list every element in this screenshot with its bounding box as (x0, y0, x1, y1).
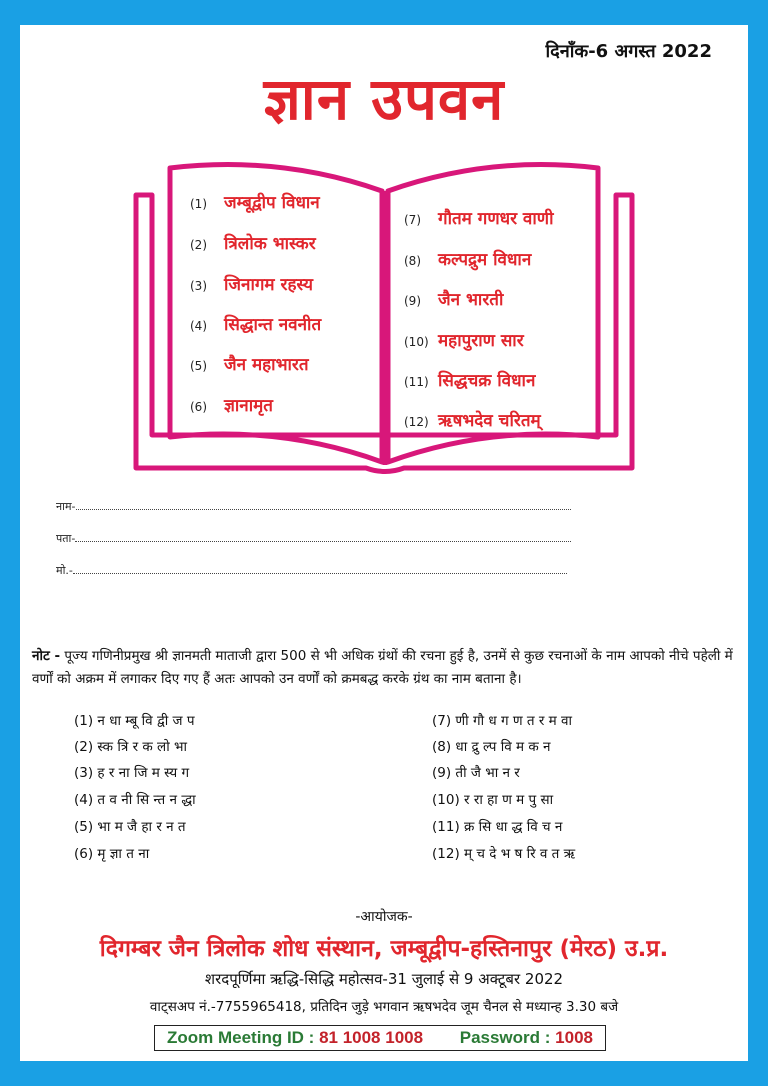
puzzle-item: (5) भा म जै हा र न त (74, 819, 186, 835)
book-title: त्रिलोक भास्कर (224, 234, 316, 254)
list-item (190, 231, 316, 254)
item-number: (10) (404, 335, 429, 349)
item-number: (11) (404, 375, 429, 389)
zoom-info-box (154, 1025, 606, 1051)
book-title: गौतम गणधर वाणी (438, 209, 554, 229)
book-title: जम्बूद्वीप विधान (224, 193, 320, 213)
note-paragraph (32, 645, 736, 691)
list-item (190, 393, 273, 416)
list-item (404, 206, 554, 229)
puzzle-item: (3) ह र ना जि म स्य ग (74, 765, 190, 781)
date-label: दिनाँक-6 अगस्त 2022 (545, 41, 712, 62)
book-title: कल्पद्रुम विधान (438, 250, 532, 270)
puzzle-item: (10) र रा हा ण म पु सा (432, 792, 554, 808)
book-illustration (20, 25, 748, 485)
poster-page (20, 25, 748, 1061)
item-number: (9) (404, 294, 421, 308)
zoom-password (460, 1028, 593, 1048)
zoom-meeting (167, 1028, 423, 1048)
puzzle-item: (12) म् च दे भ ष रि व त ऋ (432, 846, 576, 862)
puzzle-item: (6) मृ ज्ञा त ना (74, 846, 150, 862)
open-book-icon (20, 25, 748, 485)
list-item (404, 368, 535, 391)
note-label: नोट - (32, 648, 61, 664)
page-title: ज्ञान उपवन (263, 65, 505, 133)
list-item (404, 287, 503, 310)
zoom-id-value[interactable]: 81 1008 1008 (319, 1028, 424, 1047)
item-number: (4) (190, 319, 207, 333)
book-title: जैन भारती (438, 290, 504, 310)
mobile-label: मो.- (56, 564, 73, 577)
address-blank[interactable] (75, 532, 571, 542)
item-number: (3) (190, 279, 207, 293)
puzzle-item: (1) न धा म्बू वि द्वी ज प (74, 713, 195, 729)
password-value[interactable]: 1008 (555, 1028, 593, 1047)
zoom-id-label: Zoom Meeting ID : (167, 1028, 315, 1047)
list-item (404, 408, 541, 431)
mobile-blank[interactable] (73, 564, 567, 574)
name-label: नाम- (56, 500, 76, 513)
puzzle-item: (9) ती जै भा न र (432, 765, 520, 781)
mobile-field[interactable] (56, 563, 567, 578)
list-item (404, 247, 531, 270)
list-item (190, 352, 309, 375)
book-title: ज्ञानामृत (224, 396, 273, 416)
puzzle-item: (4) त व नी सि न्त न द्धा (74, 792, 196, 808)
list-item (404, 328, 524, 351)
book-title: सिद्धान्त नवनीत (224, 315, 322, 335)
puzzle-item: (7) णी गौ ध ग ण त र म वा (432, 713, 573, 729)
puzzle-item: (8) धा द्रु ल्प वि म क न (432, 739, 551, 755)
puzzle-item: (2) स्क त्रि र क लो भा (74, 739, 187, 755)
book-title: ऋषभदेव चरितम् (438, 411, 541, 431)
organizer-label: -आयोजक- (355, 909, 413, 925)
name-field[interactable] (56, 499, 571, 514)
book-title: महापुराण सार (438, 331, 524, 351)
book-title: जिनागम रहस्य (224, 275, 313, 295)
book-title: सिद्धचक्र विधान (438, 371, 536, 391)
puzzle-item: (11) क्र सि धा द्ध वि च न (432, 819, 563, 835)
festival-line: शरदपूर्णिमा ऋद्धि-सिद्धि महोत्सव-31 जुलाई से 9 अक्टूबर 2022 (204, 970, 564, 988)
item-number: (2) (190, 238, 207, 252)
note-text: पूज्य गणिनीप्रमुख श्री ज्ञानमती माताजी द्वारा 500 से भी अधिक ग्रंथों की रचना हुई है, उनमें से कुछ रचनाओं के नाम आपको नीचे पहेली में वर्णों को अक्रम में लगाकर दिए गए हैं अतः आपको उन वर्णों को क्रमबद्ध करके ग्रंथ का नाम बताना है। (32, 648, 733, 687)
item-number: (1) (190, 197, 207, 211)
item-number: (12) (404, 415, 429, 429)
book-title: जैन महाभारत (224, 355, 309, 375)
organization-name: दिगम्बर जैन त्रिलोक शोध संस्थान, जम्बूद्वीप-हस्तिनापुर (मेरठ) उ.प्र. (99, 936, 669, 962)
item-number: (8) (404, 254, 421, 268)
whatsapp-line: वाट्सअप नं.-7755965418, प्रतिदिन जुड़े भगवान ऋषभदेव जूम चैनल से मध्यान्ह 3.30 बजे (149, 999, 619, 1015)
list-item (190, 190, 320, 213)
address-field[interactable] (56, 531, 571, 546)
list-item (190, 272, 313, 295)
password-label: Password : (459, 1028, 551, 1047)
name-blank[interactable] (76, 500, 571, 510)
list-item (190, 312, 321, 335)
item-number: (7) (404, 213, 421, 227)
item-number: (5) (190, 359, 207, 373)
address-label: पता- (56, 532, 76, 545)
item-number: (6) (190, 400, 207, 414)
